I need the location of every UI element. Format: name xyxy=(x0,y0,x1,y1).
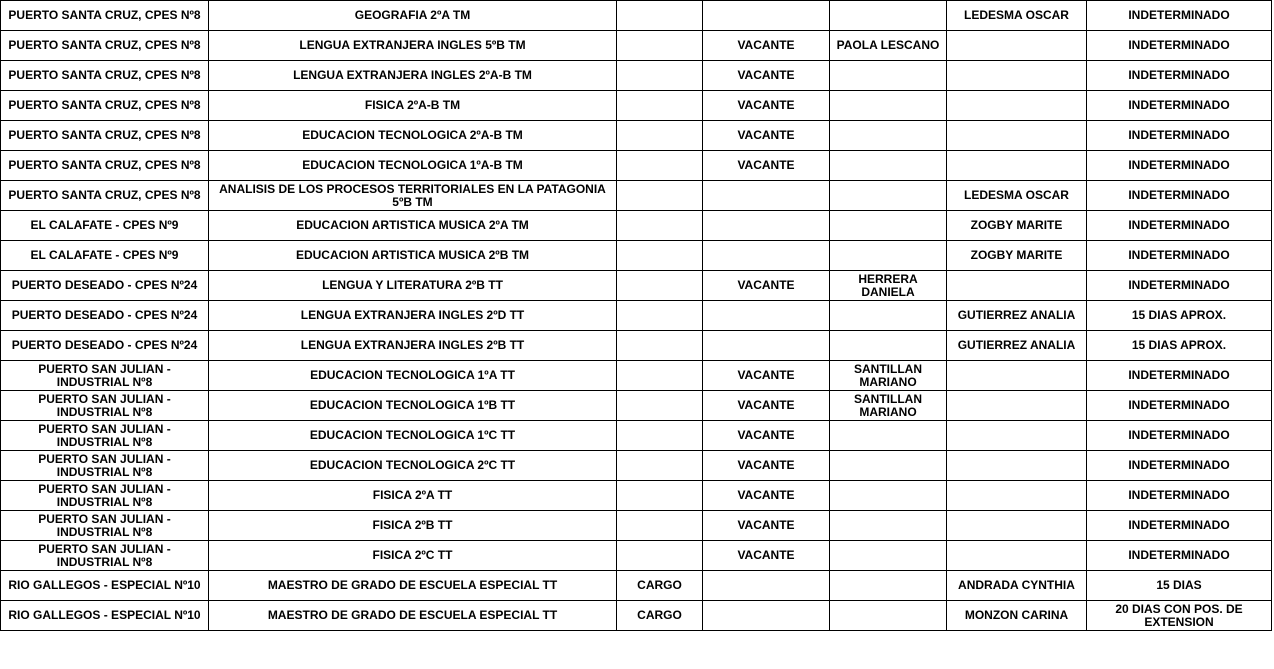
cell-duration: INDETERMINADO xyxy=(1087,1,1272,31)
cell-school: PUERTO SANTA CRUZ, CPES Nº8 xyxy=(1,1,209,31)
cell-teacher: MONZON CARINA xyxy=(947,601,1087,631)
cell-duration: INDETERMINADO xyxy=(1087,211,1272,241)
cell-type xyxy=(617,271,703,301)
cell-status: VACANTE xyxy=(703,511,830,541)
cell-teacher xyxy=(947,541,1087,571)
cell-subject: EDUCACION TECNOLOGICA 1ºA-B TM xyxy=(209,151,617,181)
cell-holder xyxy=(830,571,947,601)
cell-subject: EDUCACION ARTISTICA MUSICA 2ºA TM xyxy=(209,211,617,241)
cell-type xyxy=(617,421,703,451)
table-row xyxy=(1,31,1272,61)
cell-teacher: ZOGBY MARITE xyxy=(947,211,1087,241)
cell-duration: INDETERMINADO xyxy=(1087,61,1272,91)
cell-subject: EDUCACION ARTISTICA MUSICA 2ºB TM xyxy=(209,241,617,271)
cell-type xyxy=(617,121,703,151)
cell-status xyxy=(703,601,830,631)
cell-holder xyxy=(830,481,947,511)
cell-duration: INDETERMINADO xyxy=(1087,391,1272,421)
cell-teacher xyxy=(947,61,1087,91)
cell-status: VACANTE xyxy=(703,361,830,391)
cell-type xyxy=(617,481,703,511)
table-row xyxy=(1,541,1272,571)
cell-type xyxy=(617,451,703,481)
cell-duration: INDETERMINADO xyxy=(1087,241,1272,271)
cell-teacher xyxy=(947,361,1087,391)
cell-school: RIO GALLEGOS - ESPECIAL Nº10 xyxy=(1,571,209,601)
cell-school: EL CALAFATE - CPES Nº9 xyxy=(1,241,209,271)
cell-status: VACANTE xyxy=(703,451,830,481)
cell-type xyxy=(617,181,703,211)
cell-subject: FISICA 2ºB TT xyxy=(209,511,617,541)
table-row xyxy=(1,361,1272,391)
cell-holder: SANTILLAN MARIANO xyxy=(830,391,947,421)
cell-school: PUERTO SAN JULIAN - INDUSTRIAL Nº8 xyxy=(1,511,209,541)
cell-teacher xyxy=(947,421,1087,451)
cell-subject: MAESTRO DE GRADO DE ESCUELA ESPECIAL TT xyxy=(209,601,617,631)
cell-subject: GEOGRAFIA 2ºA TM xyxy=(209,1,617,31)
cell-teacher xyxy=(947,511,1087,541)
cell-holder xyxy=(830,151,947,181)
table-row xyxy=(1,211,1272,241)
cell-type xyxy=(617,301,703,331)
cell-subject: EDUCACION TECNOLOGICA 1ºC TT xyxy=(209,421,617,451)
cell-holder xyxy=(830,541,947,571)
cell-status xyxy=(703,211,830,241)
cell-teacher: LEDESMA OSCAR xyxy=(947,181,1087,211)
cell-school: PUERTO SANTA CRUZ, CPES Nº8 xyxy=(1,151,209,181)
table-row xyxy=(1,511,1272,541)
cell-type xyxy=(617,1,703,31)
cell-type xyxy=(617,211,703,241)
cell-school: RIO GALLEGOS - ESPECIAL Nº10 xyxy=(1,601,209,631)
cell-type xyxy=(617,61,703,91)
cell-school: PUERTO SAN JULIAN - INDUSTRIAL Nº8 xyxy=(1,451,209,481)
cell-holder xyxy=(830,1,947,31)
cell-status: VACANTE xyxy=(703,121,830,151)
cell-duration: 20 DIAS CON POS. DE EXTENSION xyxy=(1087,601,1272,631)
cell-type xyxy=(617,511,703,541)
cell-status xyxy=(703,301,830,331)
cell-holder xyxy=(830,91,947,121)
cell-school: PUERTO SAN JULIAN - INDUSTRIAL Nº8 xyxy=(1,361,209,391)
cell-status xyxy=(703,331,830,361)
cell-teacher: GUTIERREZ ANALIA xyxy=(947,331,1087,361)
cell-duration: INDETERMINADO xyxy=(1087,181,1272,211)
cell-duration: INDETERMINADO xyxy=(1087,91,1272,121)
cell-duration: INDETERMINADO xyxy=(1087,121,1272,151)
cell-duration: INDETERMINADO xyxy=(1087,151,1272,181)
cell-subject: EDUCACION TECNOLOGICA 2ºC TT xyxy=(209,451,617,481)
table-row xyxy=(1,181,1272,211)
table-row xyxy=(1,121,1272,151)
table-row xyxy=(1,331,1272,361)
cell-holder: SANTILLAN MARIANO xyxy=(830,361,947,391)
cell-holder xyxy=(830,121,947,151)
cell-school: PUERTO DESEADO - CPES Nº24 xyxy=(1,301,209,331)
cell-subject: LENGUA EXTRANJERA INGLES 2ºB TT xyxy=(209,331,617,361)
cell-duration: INDETERMINADO xyxy=(1087,31,1272,61)
cell-subject: FISICA 2ºA TT xyxy=(209,481,617,511)
cell-type xyxy=(617,31,703,61)
cell-status: VACANTE xyxy=(703,61,830,91)
cell-type xyxy=(617,541,703,571)
table-body xyxy=(1,1,1272,631)
cell-school: PUERTO SAN JULIAN - INDUSTRIAL Nº8 xyxy=(1,391,209,421)
cell-teacher xyxy=(947,451,1087,481)
cell-subject: LENGUA EXTRANJERA INGLES 5ºB TM xyxy=(209,31,617,61)
cell-subject: ANALISIS DE LOS PROCESOS TERRITORIALES EN LA PATAGONIA 5ºB TM xyxy=(209,181,617,211)
cell-duration: INDETERMINADO xyxy=(1087,481,1272,511)
cell-type xyxy=(617,151,703,181)
cell-duration: INDETERMINADO xyxy=(1087,421,1272,451)
cell-school: PUERTO DESEADO - CPES Nº24 xyxy=(1,331,209,361)
cell-status: VACANTE xyxy=(703,271,830,301)
cell-school: PUERTO SANTA CRUZ, CPES Nº8 xyxy=(1,91,209,121)
cell-teacher: ANDRADA CYNTHIA xyxy=(947,571,1087,601)
cell-status: VACANTE xyxy=(703,391,830,421)
cell-holder xyxy=(830,451,947,481)
cell-school: PUERTO SANTA CRUZ, CPES Nº8 xyxy=(1,121,209,151)
cell-type xyxy=(617,241,703,271)
cell-holder xyxy=(830,241,947,271)
table-row xyxy=(1,391,1272,421)
cell-teacher: GUTIERREZ ANALIA xyxy=(947,301,1087,331)
cell-holder xyxy=(830,511,947,541)
table-row xyxy=(1,421,1272,451)
cell-duration: INDETERMINADO xyxy=(1087,361,1272,391)
cell-holder xyxy=(830,331,947,361)
cell-duration: INDETERMINADO xyxy=(1087,451,1272,481)
cell-subject: LENGUA EXTRANJERA INGLES 2ºD TT xyxy=(209,301,617,331)
cell-subject: FISICA 2ºC TT xyxy=(209,541,617,571)
cell-status: VACANTE xyxy=(703,481,830,511)
cell-type xyxy=(617,331,703,361)
cell-subject: EDUCACION TECNOLOGICA 2ºA-B TM xyxy=(209,121,617,151)
table-row xyxy=(1,271,1272,301)
cell-school: PUERTO SANTA CRUZ, CPES Nº8 xyxy=(1,61,209,91)
cell-school: PUERTO DESEADO - CPES Nº24 xyxy=(1,271,209,301)
cell-teacher xyxy=(947,121,1087,151)
cell-duration: INDETERMINADO xyxy=(1087,511,1272,541)
cell-status: VACANTE xyxy=(703,31,830,61)
cell-holder xyxy=(830,301,947,331)
cell-type xyxy=(617,361,703,391)
table-row xyxy=(1,1,1272,31)
cell-status xyxy=(703,571,830,601)
cell-holder xyxy=(830,181,947,211)
cell-status: VACANTE xyxy=(703,421,830,451)
table-row xyxy=(1,151,1272,181)
cell-school: PUERTO SANTA CRUZ, CPES Nº8 xyxy=(1,31,209,61)
cell-subject: FISICA 2ºA-B TM xyxy=(209,91,617,121)
cell-school: EL CALAFATE - CPES Nº9 xyxy=(1,211,209,241)
cell-subject: EDUCACION TECNOLOGICA 1ºB TT xyxy=(209,391,617,421)
cell-holder xyxy=(830,421,947,451)
cell-duration: INDETERMINADO xyxy=(1087,541,1272,571)
cell-teacher xyxy=(947,391,1087,421)
cell-status xyxy=(703,1,830,31)
cell-duration: 15 DIAS xyxy=(1087,571,1272,601)
cell-holder: HERRERA DANIELA xyxy=(830,271,947,301)
cell-holder: PAOLA LESCANO xyxy=(830,31,947,61)
cell-duration: INDETERMINADO xyxy=(1087,271,1272,301)
cell-status xyxy=(703,181,830,211)
cell-teacher: ZOGBY MARITE xyxy=(947,241,1087,271)
cell-status xyxy=(703,241,830,271)
table-row xyxy=(1,301,1272,331)
cell-type: CARGO xyxy=(617,601,703,631)
table-row xyxy=(1,601,1272,631)
cell-holder xyxy=(830,211,947,241)
cell-subject: LENGUA EXTRANJERA INGLES 2ºA-B TM xyxy=(209,61,617,91)
cell-type: CARGO xyxy=(617,571,703,601)
cell-status: VACANTE xyxy=(703,151,830,181)
table-row xyxy=(1,571,1272,601)
cell-holder xyxy=(830,601,947,631)
table-row xyxy=(1,61,1272,91)
cell-teacher: LEDESMA OSCAR xyxy=(947,1,1087,31)
cell-status: VACANTE xyxy=(703,541,830,571)
cell-holder xyxy=(830,61,947,91)
table-row xyxy=(1,451,1272,481)
cell-duration: 15 DIAS APROX. xyxy=(1087,301,1272,331)
table-row xyxy=(1,241,1272,271)
cell-type xyxy=(617,91,703,121)
cell-teacher xyxy=(947,271,1087,301)
cell-type xyxy=(617,391,703,421)
cell-teacher xyxy=(947,151,1087,181)
cell-duration: 15 DIAS APROX. xyxy=(1087,331,1272,361)
table-row xyxy=(1,481,1272,511)
cell-subject: EDUCACION TECNOLOGICA 1ºA TT xyxy=(209,361,617,391)
cell-subject: LENGUA Y LITERATURA 2ºB TT xyxy=(209,271,617,301)
cell-teacher xyxy=(947,31,1087,61)
cell-school: PUERTO SAN JULIAN - INDUSTRIAL Nº8 xyxy=(1,421,209,451)
table-row xyxy=(1,91,1272,121)
cell-school: PUERTO SANTA CRUZ, CPES Nº8 xyxy=(1,181,209,211)
cell-subject: MAESTRO DE GRADO DE ESCUELA ESPECIAL TT xyxy=(209,571,617,601)
cell-school: PUERTO SAN JULIAN - INDUSTRIAL Nº8 xyxy=(1,541,209,571)
cell-teacher xyxy=(947,481,1087,511)
cell-status: VACANTE xyxy=(703,91,830,121)
cell-teacher xyxy=(947,91,1087,121)
cell-school: PUERTO SAN JULIAN - INDUSTRIAL Nº8 xyxy=(1,481,209,511)
